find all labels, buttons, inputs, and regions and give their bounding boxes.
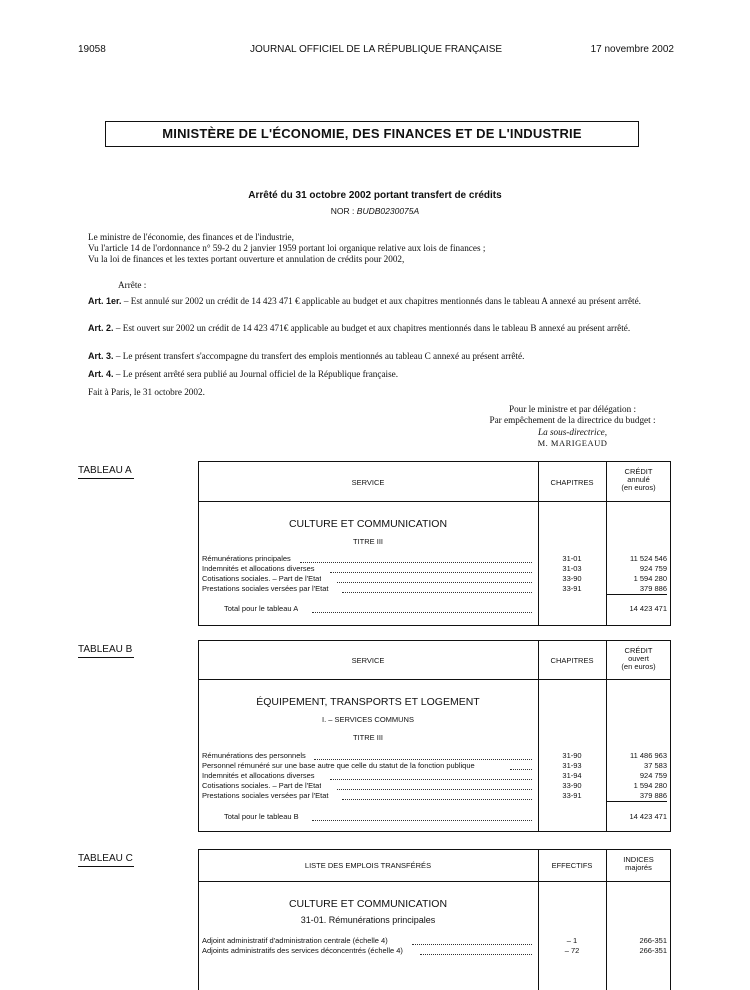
divider — [198, 881, 671, 882]
page-header — [78, 44, 674, 60]
divider — [538, 640, 539, 832]
total-row: Total pour le tableau A 14 423 471 — [224, 604, 667, 613]
section-heading: CULTURE ET COMMUNICATION — [288, 518, 448, 530]
table-row: Indemnités et allocations diverses 31-94 924 759 — [202, 771, 667, 780]
publication-date: 17 novembre 2002 — [590, 44, 674, 55]
col-header-effectifs: EFFECTIFS — [551, 861, 593, 870]
section-heading: CULTURE ET COMMUNICATION — [288, 898, 448, 910]
total-row: Total pour le tableau B 14 423 471 — [224, 812, 667, 821]
article-4: Art. 4. – Le présent arrêté sera publié au Journal officiel de la République française. — [88, 369, 399, 379]
article-2: Art. 2. – Est ouvert sur 2002 un crédit de 14 423 471€ applicable au budget et aux chapitres mentionnés dans le tableau B annexé au présent arrêté. — [88, 323, 631, 333]
col-header-credit: CRÉDIT annulé (en euros) — [621, 467, 656, 492]
table-row: Adjoint administratif d'administration centrale (échelle 4) – 1 266-351 — [202, 936, 667, 945]
fait-a-paris: Fait à Paris, le 31 octobre 2002. — [88, 387, 205, 397]
divider — [198, 501, 671, 502]
col-header-service: SERVICE — [351, 656, 385, 665]
section-heading: ÉQUIPEMENT, TRANSPORTS ET LOGEMENT — [256, 696, 480, 708]
col-header-service: SERVICE — [351, 478, 385, 487]
table-row: Cotisations sociales. – Part de l'Etat 33-90 1 594 280 — [202, 574, 667, 583]
table-row: Prestations sociales versées par l'Etat 33-91 379 886 — [202, 584, 667, 593]
table-row: Rémunérations des personnels 31-90 11 486 963 — [202, 751, 667, 760]
signature-line: Pour le ministre et par délégation : — [508, 404, 637, 414]
journal-title: JOURNAL OFFICIEL DE LA RÉPUBLIQUE FRANÇAISE — [249, 44, 503, 55]
signatory-name: M. MARIGEAUD — [537, 438, 608, 448]
nor-reference: NOR : BUDB0230075A — [330, 206, 420, 216]
table-row: Cotisations sociales. – Part de l'Etat 33-90 1 594 280 — [202, 781, 667, 790]
col-header-liste: LISTE DES EMPLOIS TRANSFÉRÉS — [304, 861, 432, 870]
preamble-line: Vu l'article 14 de l'ordonnance n° 59-2 du 2 janvier 1959 portant loi organique relative aux lois de finances ; — [88, 243, 486, 253]
table-row: Personnel rémunéré sur une base autre que celle du statut de la fonction publique 31-93 37 583 — [202, 761, 667, 770]
table-row: Rémunérations principales 31-01 11 524 546 — [202, 554, 667, 563]
divider — [538, 849, 539, 990]
table-row: Adjoints administratifs des services déconcentrés (échelle 4) – 72 266-351 — [202, 946, 667, 955]
page-number: 19058 — [78, 44, 106, 55]
table-row: Prestations sociales versées par l'Etat 33-91 379 886 — [202, 791, 667, 800]
col-header-indices: INDICES majorés — [623, 855, 654, 872]
col-header-chapitres: CHAPITRES — [550, 478, 594, 487]
signature-line: La sous-directrice, — [537, 427, 608, 437]
tableau-b-label: TABLEAU B — [78, 644, 134, 658]
ministry-banner: MINISTÈRE DE L'ÉCONOMIE, DES FINANCES ET DE L'INDUSTRIE — [105, 121, 639, 147]
article-1: Art. 1er. – Est annulé sur 2002 un crédit de 14 423 471 € applicable au budget et aux chapitres mentionnés dans le tableau A annexé au présent arrêté. — [88, 296, 641, 306]
titre-heading: TITRE III — [353, 733, 383, 742]
decree-title: Arrêté du 31 octobre 2002 portant transfert de crédits — [248, 190, 502, 201]
titre-heading: TITRE III — [353, 537, 383, 546]
divider — [198, 679, 671, 680]
tableau-c-label: TABLEAU C — [78, 853, 134, 867]
article-3: Art. 3. – Le présent transfert s'accompagne du transfert des emplois mentionnés au tableau C annexé au présent arrêté. — [88, 351, 525, 361]
signature-line: Par empêchement de la directrice du budget : — [489, 415, 656, 425]
subsection-heading: 31-01. Rémunérations principales — [300, 915, 436, 925]
preamble-line: Vu la loi de finances et les textes portant ouverture et annulation de crédits pour 2002, — [88, 254, 405, 264]
subsection-heading: I. – SERVICES COMMUNS — [322, 715, 414, 724]
preamble-line: Le ministre de l'économie, des finances et de l'industrie, — [88, 232, 294, 242]
arrete-label: Arrête : — [118, 280, 147, 290]
col-header-credit: CRÉDIT ouvert (en euros) — [621, 646, 656, 671]
col-header-chapitres: CHAPITRES — [550, 656, 594, 665]
table-row: Indemnités et allocations diverses 31-03 924 759 — [202, 564, 667, 573]
tableau-a-label: TABLEAU A — [78, 465, 134, 479]
